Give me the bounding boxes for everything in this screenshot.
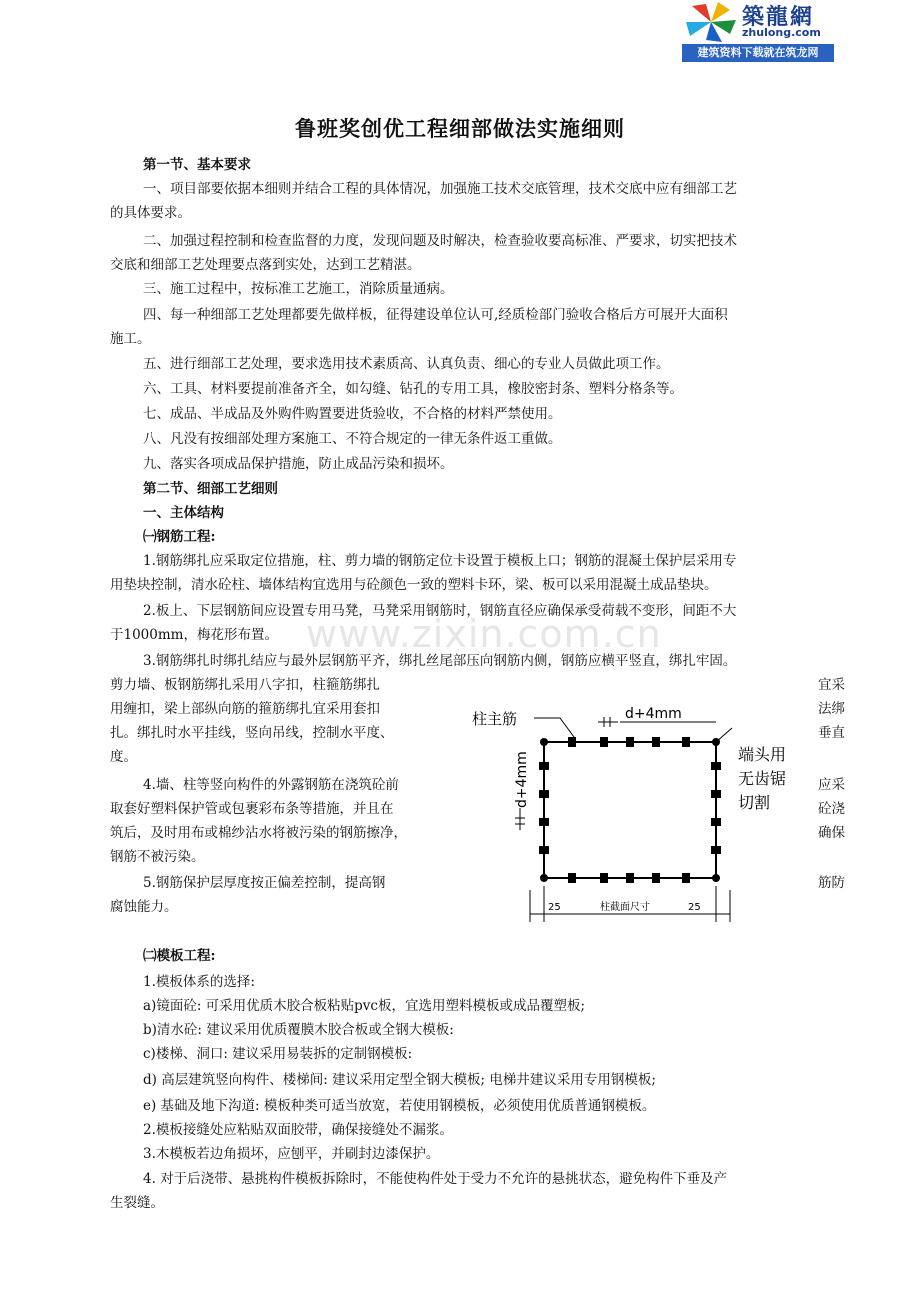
paragraph-line: 扎。绑扎时水平挂线，竖向吊线，控制水平度、	[110, 725, 394, 741]
paragraph-line: 2.板上、下层钢筋间应设置专用马凳，马凳采用钢筋时，钢筋直径应确保承受荷载不变形，间距不大	[143, 603, 737, 619]
watermark: www.zixin.com.cn	[306, 612, 662, 656]
paragraph-line: 1.钢筋绑扎应采取定位措施，柱、剪力墙的钢筋定位卡设置于模板上口；钢筋的混凝土保护层采用专	[143, 553, 737, 569]
paragraph-line: 用缠扣，梁上部纵向筋的箍筋绑扎宜采用套扣	[110, 701, 380, 717]
paragraph-line: 四、每一种细部工艺处理都要先做样板，征得建设单位认可,经质检部门验收合格后方可展开大面积	[143, 307, 728, 323]
paragraph-line: 交底和细部工艺处理要点落到实处，达到工艺精湛。	[110, 257, 421, 273]
paragraph-line: 五、进行细部工艺处理，要求选用技术素质高、认真负责、细心的专业人员做此项工作。	[143, 356, 670, 372]
paragraph-line: 5.钢筋保护层厚度按正偏差控制，提高钢	[143, 875, 386, 891]
paragraph-line: 用垫块控制，清水砼柱、墙体结构宜选用与砼颜色一致的塑料卡环，梁、板可以采用混凝土成品垫块。	[110, 577, 718, 593]
paragraph-line: 4.墙、柱等竖向构件的外露钢筋在浇筑砼前	[143, 777, 399, 793]
paragraph-line: 筑后，及时用布或棉纱沾水将被污染的钢筋擦净，	[110, 825, 407, 841]
cut-note-line: 切割	[738, 793, 771, 812]
paragraph-line-end: 确保	[818, 825, 845, 841]
page-title: 鲁班奖创优工程细部做法实施细则	[295, 116, 625, 141]
section-heading: 第一节、基本要求	[143, 157, 251, 173]
paragraph-line-end: 应采	[818, 777, 845, 793]
cut-note-line: 端头用	[738, 745, 787, 764]
logo-slogan: 建筑资料下载就在筑龙网	[682, 44, 834, 62]
paragraph-line-end: 法绑	[818, 701, 845, 717]
paragraph-line: 3.钢筋绑扎时绑扎结应与最外层钢筋平齐，绑扎丝尾部压向钢筋内侧，钢筋应横平竖直，绑扎牢固。	[143, 653, 737, 669]
corner-bar	[712, 874, 720, 882]
spacing-label-horizontal: d+4mm	[625, 706, 682, 722]
section-heading: 第二节、细部工艺细则	[143, 481, 278, 497]
dim-cover-right: 25	[688, 902, 701, 913]
logo-name: 築龍網	[742, 5, 815, 30]
dim-caption: 柱截面尺寸	[600, 902, 650, 913]
paragraph-line: 七、成品、半成品及外购件购置要进货验收，不合格的材料严禁使用。	[143, 406, 562, 422]
paragraph-line-end: 筋防	[818, 875, 845, 891]
subsection-heading: 一、主体结构	[143, 505, 224, 521]
paragraph-line: c)楼梯、洞口: 建议采用易装拆的定制钢模板:	[143, 1046, 413, 1062]
paragraph-line-end: 宜采	[818, 677, 845, 693]
paragraph-line: 取套好塑料保护管或包裹彩布条等措施，并且在	[110, 801, 394, 817]
paragraph-line: 六、工具、材料要提前准备齐全，如勾缝、钻孔的专用工具，橡胶密封条、塑料分格条等。	[143, 381, 683, 397]
subsection-heading: ㈠钢筋工程:	[143, 529, 216, 545]
corner-bar	[540, 738, 548, 746]
logo-url: zhulong.com	[742, 26, 821, 39]
logo-top	[682, 0, 834, 44]
paragraph-line: 二、加强过程控制和检查监督的力度，发现问题及时解决，检查验收要高标准、严要求，切实把技术	[143, 233, 737, 249]
column-section-outline	[544, 742, 716, 878]
paragraph-line: 剪力墙、板钢筋绑扎采用八字扣，柱箍筋绑扎	[110, 677, 380, 693]
paragraph-line: 腐蚀能力。	[110, 899, 178, 915]
paragraph-line-end: 垂直	[818, 725, 845, 741]
paragraph-line-end: 砼浇	[818, 801, 845, 817]
column-rebar-diagram	[460, 690, 810, 930]
paragraph-line: 4. 对于后浇带、悬挑构件模板拆除时，不能使构件处于受力不允许的悬挑状态，避免构件下垂及产	[143, 1171, 728, 1187]
spacing-label-vertical: d+4mm	[514, 751, 530, 808]
dim-cover-left: 25	[548, 902, 561, 913]
corner-bar	[540, 874, 548, 882]
paragraph-line: 施工。	[110, 331, 151, 347]
paragraph-line: b)清水砼: 建议采用优质覆膜木胶合板或全钢大模板:	[143, 1022, 454, 1038]
paragraph-line: 三、施工过程中，按标准工艺施工，消除质量通病。	[143, 281, 454, 297]
paragraph-line: e) 基础及地下沟道: 模板种类可适当放宽，若使用钢模板，必须使用优质普通钢模板。	[143, 1098, 656, 1114]
zhulong-logo	[682, 0, 834, 62]
paragraph-line: 九、落实各项成品保护措施，防止成品污染和损坏。	[143, 456, 454, 472]
paragraph-line: 的具体要求。	[110, 205, 191, 221]
paragraph-line: 生裂缝。	[110, 1195, 164, 1211]
paragraph-line: 度。	[110, 749, 137, 765]
paragraph-line: 一、项目部要依据本细则并结合工程的具体情况，加强施工技术交底管理，技术交底中应有细部工艺	[143, 181, 737, 197]
subsection-heading: ㈡模板工程:	[143, 948, 216, 964]
paragraph-line: 钢筋不被污染。	[110, 849, 205, 865]
main-bar-label: 柱主筋	[472, 710, 518, 728]
paragraph-line: d) 高层建筑竖向构件、楼梯间: 建议采用定型全钢大模板; 电梯井建议采用专用钢模板;	[143, 1072, 656, 1088]
logo-pinwheel-icon	[682, 0, 740, 44]
paragraph-line: 2.模板接缝处应粘贴双面胶带，确保接缝处不漏浆。	[143, 1122, 453, 1138]
cut-note-line: 无齿锯	[738, 769, 787, 788]
paragraph-line: 于1000mm，梅花形布置。	[110, 627, 278, 643]
paragraph-line: 八、凡没有按细部处理方案施工、不符合规定的一律无条件返工重做。	[143, 431, 562, 447]
paragraph-line: 1.模板体系的选择:	[143, 974, 255, 990]
cut-note-leader	[716, 728, 732, 742]
paragraph-line: a)镜面砼: 可采用优质木胶合板粘贴pvc板，宜选用塑料模板或成品覆塑板;	[143, 998, 586, 1014]
main-bar-leader	[534, 718, 574, 737]
paragraph-line: 3.木模板若边角损坏，应刨平，并刷封边漆保护。	[143, 1146, 440, 1162]
